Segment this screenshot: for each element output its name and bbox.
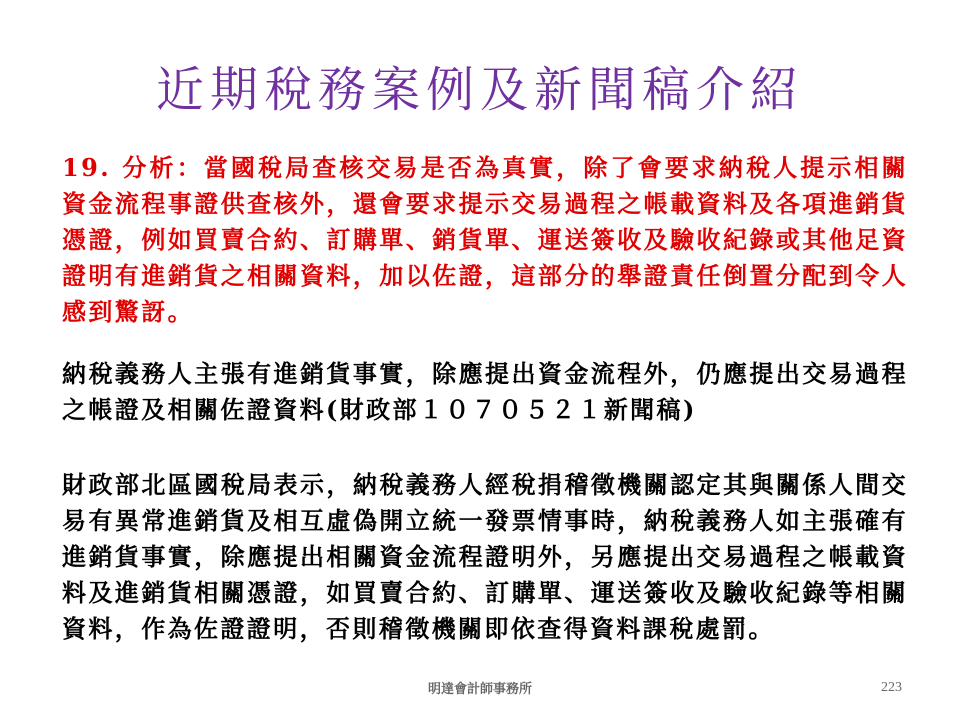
press-release-paragraph: 財政部北區國稅局表示，納稅義務人經稅捐稽徵機關認定其與關係人間交易有異常進銷貨及相互虛偽開立統一發票情事時，納稅義務人如主張確有進銷貨事實，除應提出相關資金流程證明外，另應提出交易過程之帳載資料及進銷貨相關憑證，如買賣合約、訂購單、運送簽收及驗收紀錄等相關資料，作為佐證證明，否則稽徵機關即依查得資料課稅處罰。 xyxy=(62,470,908,643)
analysis-paragraph: 19. 分析：當國稅局查核交易是否為真實，除了會要求納稅人提示相關資金流程事證供查核外，還會要求提示交易過程之帳載資料及各項進銷貨憑證，例如買賣合約、訂購單、銷貨單、運送簽收及驗收紀錄或其他足資證明有進銷貨之相關資料，加以佐證，這部分的舉證責任倒置分配到令人感到驚訝。 xyxy=(62,153,908,326)
claim-paragraph: 納稅義務人主張有進銷貨事實，除應提出資金流程外，仍應提出交易過程之帳證及相關佐證資料(財政部１０７０５２１新聞稿) xyxy=(62,359,908,424)
page-number: 223 xyxy=(881,680,902,695)
footer-organization: 明達會計師事務所 xyxy=(427,682,532,697)
slide-title: 近期稅務案例及新聞稿介紹 xyxy=(155,62,804,118)
